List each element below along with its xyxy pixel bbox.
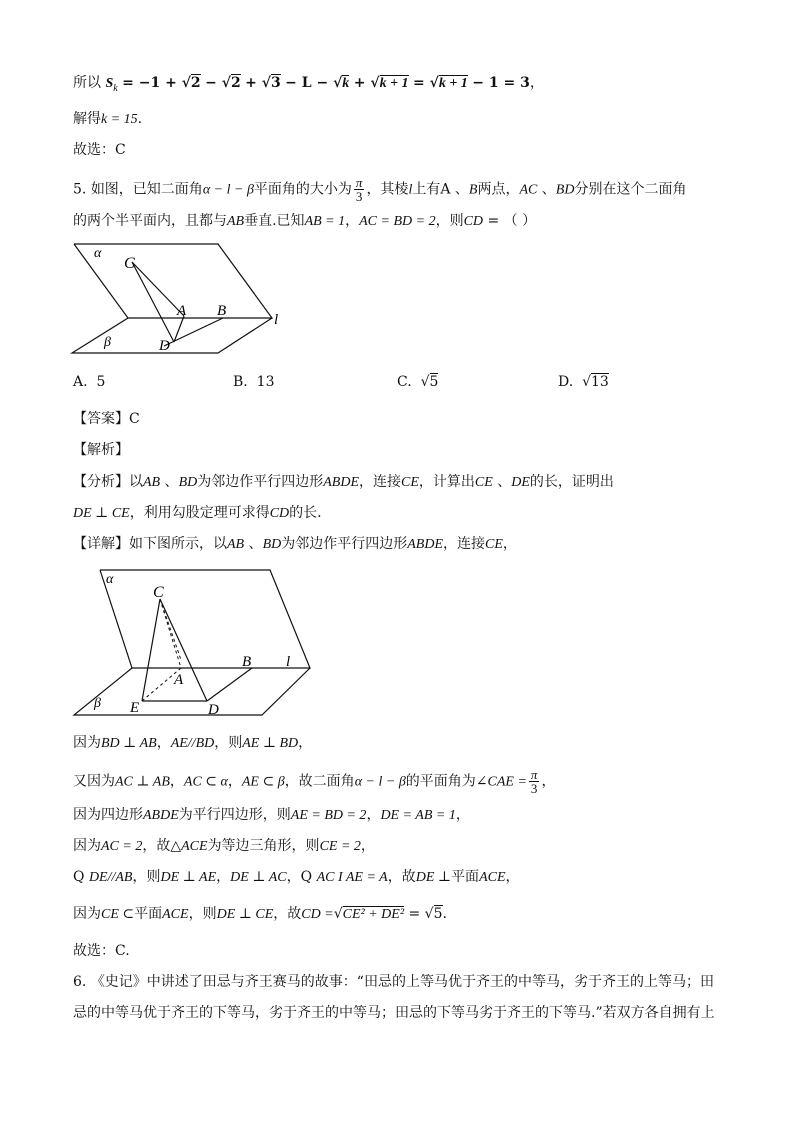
option-value: 13 bbox=[256, 374, 275, 390]
text: ， bbox=[298, 735, 313, 751]
fenxi-line-2 bbox=[73, 504, 322, 523]
question-5-line-1 bbox=[73, 176, 686, 203]
radicand: 5 bbox=[433, 906, 443, 922]
math: AE ⊥ BD bbox=[242, 736, 299, 751]
math: AB = 1 bbox=[304, 214, 346, 229]
text: 《史记》中讲述了田忌与齐王赛马的故事：“田忌的上等马优于齐王的中等马，劣于齐王的上等马；田 bbox=[90, 974, 714, 990]
radicand: 2 bbox=[230, 75, 241, 91]
option-letter: D. bbox=[558, 374, 574, 390]
text: 为平行四边形，则 bbox=[178, 807, 291, 823]
question-6-line-2: 忌的中等马优于齐王的下等马，劣于齐王的中等马；田忌的下等马劣于齐王的下等马.”若双方各自拥有上 bbox=[73, 1005, 715, 1021]
text: 解得 bbox=[73, 111, 101, 127]
text: 如图，已知二面角 bbox=[90, 181, 203, 198]
label-E: E bbox=[130, 700, 140, 716]
radicand: k + 1 bbox=[438, 76, 468, 91]
answer-tag: 【答案】 bbox=[73, 411, 129, 427]
text: ，则 bbox=[214, 735, 243, 751]
xiangjie-line bbox=[73, 535, 517, 554]
question-number: 5. bbox=[73, 181, 91, 198]
text: 的两个半平面内，且都与 bbox=[73, 213, 227, 229]
text: ，利用勾股定理可求得 bbox=[129, 505, 270, 521]
fenxi-line-1 bbox=[73, 473, 614, 492]
dihedral-figure-1 bbox=[60, 236, 300, 360]
analysis-tag: 【解析】 bbox=[73, 442, 129, 458]
math: AC ⊥ AB bbox=[115, 774, 170, 790]
math: + bbox=[245, 75, 262, 91]
sqrt: √3 bbox=[261, 75, 281, 91]
fraction-num: π bbox=[355, 175, 363, 190]
sqrt: √2 bbox=[221, 75, 241, 91]
option-value: 5 bbox=[429, 374, 439, 390]
label-A: A bbox=[177, 303, 187, 319]
math: DE ⊥ bbox=[415, 870, 452, 885]
option-value: 13 bbox=[591, 374, 609, 390]
math: DE ⊥ CE bbox=[73, 506, 130, 521]
math: AE ⊂ β bbox=[241, 774, 285, 790]
text: ， bbox=[502, 536, 517, 552]
radicand: CE² + DE² bbox=[342, 907, 405, 922]
text: 因为 bbox=[73, 838, 101, 854]
text: 、 bbox=[537, 181, 556, 198]
text: ，则 bbox=[188, 906, 217, 922]
math: CE ⊂ bbox=[101, 907, 135, 922]
math: − 1 = 3 bbox=[472, 75, 530, 91]
label-l: l bbox=[274, 312, 279, 328]
math: DE ⊥ CE bbox=[216, 907, 274, 922]
proof-line-6: 因为CE ⊂平面ACE，则DE ⊥ CE，故CD =√CE² + DE² = √5. bbox=[73, 906, 447, 922]
label-C: C bbox=[153, 584, 164, 601]
option-letter: C. bbox=[397, 374, 412, 390]
text: ， bbox=[455, 807, 470, 823]
proof-line-3 bbox=[73, 806, 470, 825]
math: CD bbox=[463, 214, 484, 229]
text: ， bbox=[216, 869, 231, 885]
fraction-num: π bbox=[530, 767, 538, 782]
text: ，则 bbox=[435, 213, 464, 229]
label-D: D bbox=[159, 338, 170, 354]
math: CE bbox=[474, 475, 493, 490]
text: 平面角的大小为 bbox=[253, 181, 352, 198]
text: 为邻边作平行四边形 bbox=[281, 536, 408, 552]
math: AC bbox=[519, 182, 538, 198]
text: . bbox=[137, 111, 143, 127]
math-sub: k bbox=[113, 82, 118, 94]
xiangjie-tag: 【详解】 bbox=[73, 536, 129, 552]
math: + bbox=[353, 75, 371, 91]
text: 平面 bbox=[451, 869, 480, 885]
text: 以 bbox=[129, 474, 143, 490]
math: α − l − β bbox=[354, 774, 406, 790]
text: ， bbox=[169, 773, 184, 790]
fraction bbox=[354, 176, 365, 203]
text: 因为 bbox=[73, 906, 101, 922]
sqrt: √k bbox=[333, 75, 350, 91]
math: DE ⊥ AC bbox=[230, 870, 287, 885]
math: ABDE bbox=[143, 808, 179, 823]
text: ，连接 bbox=[359, 474, 401, 490]
label-beta: β bbox=[104, 335, 111, 350]
math: CE bbox=[401, 475, 419, 490]
fraction-den: 3 bbox=[530, 781, 538, 796]
text: 平面 bbox=[134, 906, 163, 922]
math: AB bbox=[143, 475, 161, 490]
radicand: 3 bbox=[270, 75, 281, 91]
math: ∠CAE = bbox=[475, 774, 527, 790]
text: ， bbox=[227, 773, 242, 790]
label-l: l bbox=[286, 654, 291, 670]
question-6-line-1 bbox=[73, 973, 714, 991]
math: AC ⊂ α bbox=[183, 774, 228, 790]
proof-line-1 bbox=[73, 734, 312, 753]
label-B: B bbox=[242, 654, 252, 670]
text: . bbox=[442, 906, 447, 922]
sqrt: √k + 1 bbox=[370, 75, 409, 91]
option-c[interactable]: C. √5 bbox=[397, 374, 439, 390]
proof-line-2 bbox=[73, 768, 555, 795]
text: 因为四边形 bbox=[73, 807, 143, 823]
text: ， bbox=[529, 75, 544, 91]
text: 为邻边作平行四边形 bbox=[197, 474, 324, 490]
option-a[interactable] bbox=[73, 374, 105, 390]
math: BD bbox=[178, 475, 198, 490]
text: ， bbox=[366, 807, 381, 823]
text: = （ ） bbox=[483, 213, 537, 229]
text: ，故 bbox=[142, 838, 171, 854]
sqrt: √k + 1 bbox=[429, 75, 468, 91]
math: BD bbox=[555, 182, 575, 198]
radicand: 2 bbox=[190, 75, 201, 91]
text: ， bbox=[541, 773, 556, 790]
math: △ACE bbox=[170, 839, 208, 854]
math: DE = AB = 1 bbox=[380, 808, 456, 823]
math: CE bbox=[485, 537, 503, 552]
text: 如下图所示，以 bbox=[129, 536, 227, 552]
text: ，故二面角 bbox=[284, 773, 355, 790]
math: DE//AB bbox=[88, 870, 133, 885]
text: 的平面角为 bbox=[405, 773, 476, 790]
option-letter: A. bbox=[73, 374, 88, 390]
math: AC = 2 bbox=[101, 839, 143, 854]
math: AE = BD = 2 bbox=[290, 808, 367, 823]
text: 的长. bbox=[289, 505, 322, 521]
text: ，连接 bbox=[443, 536, 485, 552]
text: ， bbox=[156, 735, 171, 751]
text: ， bbox=[286, 869, 301, 885]
sqrt: √2 bbox=[181, 75, 201, 91]
math: = bbox=[413, 75, 430, 91]
text: 因为 bbox=[73, 735, 101, 751]
text: 两点， bbox=[477, 181, 520, 198]
math: − L − bbox=[285, 75, 334, 91]
math: l bbox=[408, 182, 413, 198]
math: AC I AE = A bbox=[316, 870, 388, 885]
math: α − l − β bbox=[202, 182, 254, 198]
proof-line-4 bbox=[73, 837, 375, 856]
math: CD bbox=[269, 506, 290, 521]
dihedral-figure-2 bbox=[64, 562, 320, 722]
label-A: A bbox=[174, 672, 184, 688]
text: Q bbox=[300, 869, 317, 885]
label-B: B bbox=[217, 303, 227, 319]
math: CE = 2 bbox=[319, 839, 361, 854]
solve-line bbox=[73, 110, 142, 129]
text: 、 bbox=[492, 474, 512, 490]
text: 上有A 、 bbox=[412, 181, 469, 198]
text: ， bbox=[345, 213, 360, 229]
text: ，故 bbox=[273, 906, 302, 922]
question-5-line-2 bbox=[73, 212, 536, 231]
math: DE ⊥ AE bbox=[160, 870, 217, 885]
text: 的长，证明出 bbox=[529, 474, 614, 490]
fraction bbox=[529, 768, 540, 795]
text: ，故 bbox=[387, 869, 416, 885]
text: 又因为 bbox=[73, 773, 115, 790]
text: 、 bbox=[160, 474, 179, 490]
math: AB bbox=[227, 537, 245, 552]
answer-line bbox=[73, 410, 140, 428]
text: 所以 bbox=[73, 75, 101, 91]
text: 、 bbox=[244, 536, 263, 552]
math: AC = BD = 2 bbox=[359, 214, 436, 229]
proof-line-5 bbox=[73, 868, 520, 887]
math: = bbox=[404, 906, 425, 922]
fenxi-tag: 【分析】 bbox=[73, 474, 129, 490]
math: B bbox=[468, 182, 478, 198]
radicand: k + 1 bbox=[379, 76, 409, 91]
option-d[interactable]: D. √13 bbox=[558, 374, 609, 390]
math: BD bbox=[262, 537, 282, 552]
text: ，计算出 bbox=[418, 474, 475, 490]
label-C: C bbox=[124, 255, 135, 272]
math: k = 15 bbox=[101, 112, 138, 127]
option-letter: B. bbox=[233, 374, 248, 390]
math: − bbox=[205, 75, 222, 91]
radicand: k bbox=[342, 76, 350, 91]
text: 分别在这个二面角 bbox=[574, 181, 687, 198]
math: ACE bbox=[162, 907, 189, 922]
text: ，则 bbox=[132, 869, 161, 885]
answer-value: C bbox=[129, 411, 140, 427]
label-beta: β bbox=[94, 696, 101, 711]
math: AE//BD bbox=[170, 736, 215, 751]
math: AB bbox=[227, 214, 245, 229]
math: = −1 + bbox=[122, 75, 182, 91]
choice-line: 故选：C bbox=[73, 142, 126, 158]
math: DE bbox=[511, 475, 530, 490]
label-alpha: α bbox=[94, 246, 102, 261]
text: ，其棱 bbox=[366, 181, 409, 198]
label-D: D bbox=[208, 702, 219, 718]
math: ABDE bbox=[323, 475, 359, 490]
text: 垂直.已知 bbox=[244, 213, 305, 229]
sum-line bbox=[73, 74, 544, 98]
question-number: 6. bbox=[73, 974, 91, 990]
text: ， bbox=[505, 869, 520, 885]
text: ， bbox=[360, 838, 375, 854]
final-choice-line: 故选：C. bbox=[73, 943, 130, 959]
text: 为等边三角形，则 bbox=[207, 838, 320, 854]
label-alpha: α bbox=[106, 572, 114, 587]
math: CD = bbox=[301, 907, 334, 922]
text: Q bbox=[73, 869, 89, 885]
fraction-den: 3 bbox=[355, 189, 363, 204]
option-b[interactable] bbox=[233, 374, 274, 390]
option-value: 5 bbox=[96, 374, 106, 390]
math: ACE bbox=[479, 870, 506, 885]
math: S bbox=[105, 76, 114, 91]
math: ABDE bbox=[407, 537, 443, 552]
math: BD ⊥ AB bbox=[101, 736, 157, 751]
